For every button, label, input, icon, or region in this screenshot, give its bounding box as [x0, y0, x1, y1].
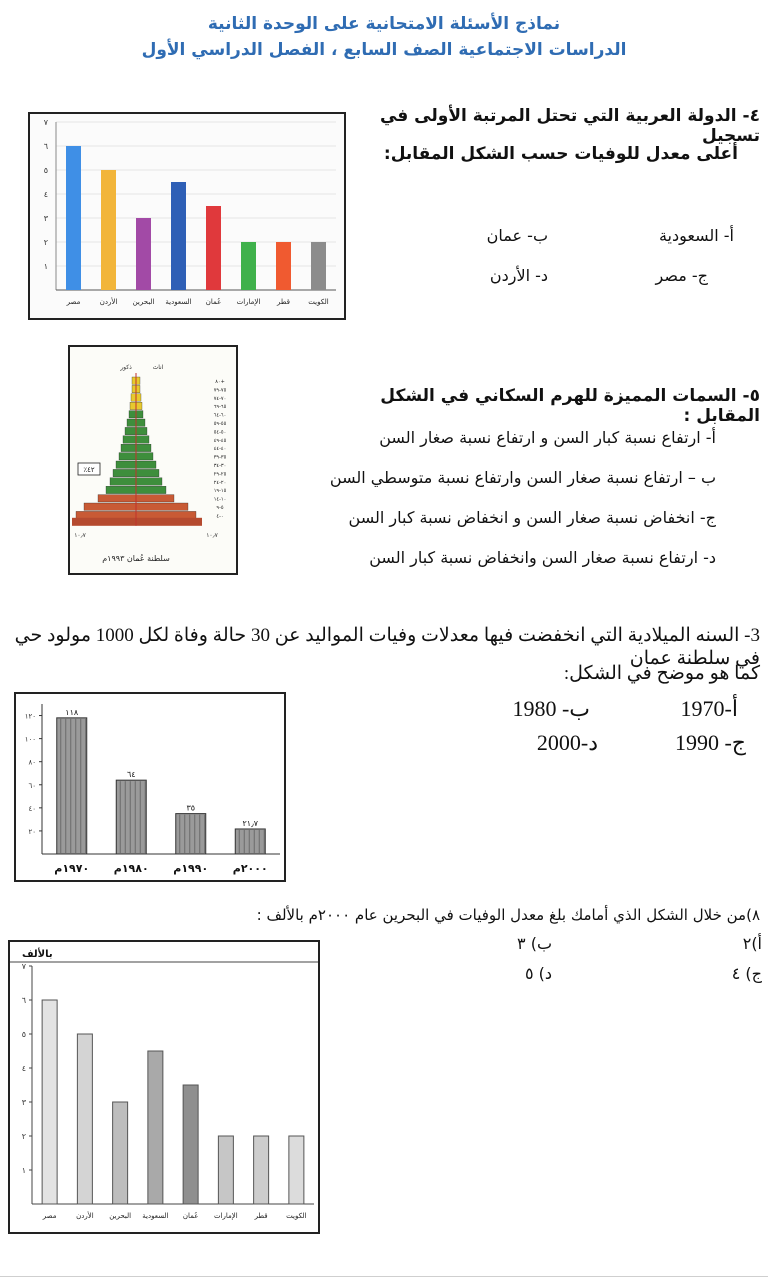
y-tick-label: ٣ — [43, 214, 48, 223]
y-tick-label: ٥ — [21, 1030, 26, 1039]
x-tick-label: الكويت — [308, 298, 329, 306]
age-group-label: ١٥-١٩ — [213, 488, 227, 495]
page-footer-divider — [0, 1276, 768, 1277]
pyramid-caption: سلطنة عُمان ١٩٩٣م — [102, 554, 170, 563]
question-3-title-cont: كما هو موضح في الشكل: — [563, 663, 760, 684]
female-label: اناث — [152, 364, 164, 371]
bar — [311, 242, 326, 290]
question-8-title: ٨)من خلال الشكل الذي أمامك بلغ معدل الوفيات في البحرين عام ٢٠٠٠م بالألف : — [256, 906, 760, 924]
x-tick-label: عُمان — [205, 298, 222, 306]
q8-option-c[interactable]: ج) ٤ — [731, 964, 762, 983]
population-pyramid-svg — [70, 347, 236, 573]
age-group-label: ٧٥-٧٩ — [213, 387, 227, 394]
age-group-label: ٨٠+ — [215, 379, 225, 385]
y-tick-label: ٧ — [21, 962, 26, 971]
q8-option-a[interactable]: أ)٢ — [742, 934, 762, 953]
y-tick-label: ١٠٠ — [24, 735, 36, 744]
x-tick-label: قطر — [254, 1212, 268, 1220]
x-tick-label: الكويت — [286, 1212, 307, 1220]
x-tick-label: البحرين — [132, 298, 155, 306]
death-rate-chart-color-svg — [30, 114, 344, 318]
x-tick-label: عُمان — [182, 1212, 199, 1220]
bottom-right-value: ١٠٫٧ — [206, 532, 218, 539]
y-tick-label: ٢ — [21, 1132, 26, 1141]
bar — [113, 1102, 128, 1204]
age-group-label: ٦٥-٦٩ — [213, 404, 227, 411]
y-tick-label: ٨٠ — [28, 758, 36, 767]
y-tick-label: ٧ — [43, 118, 48, 127]
bar — [289, 1136, 304, 1204]
infant-mortality-chart — [14, 692, 286, 882]
death-rate-chart-color — [28, 112, 346, 320]
bar — [77, 1034, 92, 1204]
bar — [241, 242, 256, 290]
q3-option-c[interactable]: ج- 1990 — [674, 730, 746, 755]
bar-value-label: ٦٤ — [126, 770, 136, 780]
y-tick-label: ٤٠ — [28, 804, 36, 813]
y-tick-label: ١٢٠ — [24, 712, 36, 721]
x-tick-label: السعودية — [165, 298, 192, 306]
bar — [218, 1136, 233, 1204]
bar — [42, 1000, 57, 1204]
y-tick-label: ٣ — [21, 1098, 26, 1107]
q5-option-c[interactable]: ج- انخفاض نسبة صغار السن و انخفاض نسبة كبار السن — [348, 508, 716, 527]
y-tick-label: ٦ — [21, 996, 26, 1005]
y-tick-label: ١ — [21, 1166, 26, 1175]
bar-value-label: ٣٥ — [186, 803, 196, 813]
x-tick-label: الأردن — [76, 1212, 94, 1220]
y-tick-label: ٥ — [43, 166, 48, 175]
x-tick-label: ١٩٩٠م — [173, 862, 209, 875]
age-group-label: ٥٠-٥٤ — [213, 429, 227, 436]
x-tick-label: مصر — [42, 1212, 57, 1220]
q5-option-d[interactable]: د- ارتفاع نسبة صغار السن وانخفاض نسبة كبار السن — [369, 548, 716, 567]
death-rate-chart-gray-svg — [10, 942, 318, 1232]
doc-title-line2: الدراسات الاجتماعية الصف السابع ، الفصل الدراسي الأول — [141, 40, 627, 60]
bar — [66, 146, 81, 290]
question-4-title-cont: أعلى معدل للوفيات حسب الشكل المقابل: — [383, 144, 738, 164]
y-tick-label: ٢ — [43, 238, 48, 247]
q8-option-d[interactable]: د) ٥ — [524, 964, 552, 983]
y-tick-label: ٤ — [21, 1064, 26, 1073]
unit-label: بالألف — [22, 949, 53, 960]
bar-value-label: ١١٨ — [65, 707, 79, 717]
age-group-label: ٤٠-٤٤ — [213, 446, 227, 453]
age-group-label: ٧٠-٧٤ — [213, 395, 227, 402]
bar — [171, 182, 186, 290]
x-tick-label: ١٩٧٠م — [54, 862, 90, 875]
q5-option-a[interactable]: أ- ارتفاع نسبة كبار السن و ارتفاع نسبة صغار السن — [379, 428, 716, 447]
bar — [136, 218, 151, 290]
male-label: ذكور — [120, 364, 132, 371]
x-tick-label: السعودية — [142, 1212, 169, 1220]
age-group-label: ٣٥-٣٩ — [213, 454, 227, 461]
bar-value-label: ٢١٫٧ — [242, 818, 258, 828]
age-group-label: ٠-٤ — [216, 513, 224, 520]
q5-option-b[interactable]: ب – ارتفاع نسبة صغار السن وارتفاع نسبة متوسطي السن — [329, 468, 716, 487]
pyramid-base — [72, 518, 202, 526]
q3-option-a[interactable]: أ-1970 — [680, 696, 738, 721]
age-group-label: ٣٠-٣٤ — [213, 463, 227, 469]
q4-option-a[interactable]: أ- السعودية — [658, 226, 734, 245]
bar — [276, 242, 291, 290]
x-tick-label: الإمارات — [214, 1212, 238, 1220]
x-tick-label: الأردن — [99, 298, 118, 306]
q3-option-b[interactable]: ب- 1980 — [512, 696, 590, 721]
highlight-percent: ٪٤٢ — [83, 466, 95, 474]
q3-option-d[interactable]: د-2000 — [536, 730, 598, 755]
y-tick-label: ١ — [43, 262, 48, 271]
age-group-label: ٤٥-٤٩ — [213, 437, 227, 444]
bar — [254, 1136, 269, 1204]
population-pyramid — [68, 345, 238, 575]
age-group-label: ٥٥-٥٩ — [213, 421, 227, 427]
bar — [101, 170, 116, 290]
death-rate-chart-gray — [8, 940, 320, 1234]
age-group-label: ٢٥-٢٩ — [213, 471, 227, 478]
y-tick-label: ٦ — [43, 142, 48, 151]
age-group-label: ١٠-١٤ — [213, 496, 227, 503]
q4-option-c[interactable]: ج- مصر — [655, 266, 708, 285]
age-group-label: ٢٠-٢٤ — [213, 479, 227, 486]
age-group-label: ٥-٩ — [216, 505, 224, 511]
question-3-title: 3- السنه الميلادية التي انخفضت فيها معدلات وفيات المواليد عن 30 حالة وفاة لكل 1000 مولود حي في سلطنة عمان — [14, 625, 760, 669]
age-group-label: ٦٠-٦٤ — [213, 412, 227, 419]
doc-title-line1: نماذج الأسئلة الامتحانية على الوحدة الثانية — [207, 14, 561, 34]
x-tick-label: ٢٠٠٠م — [232, 862, 268, 875]
question-4-title: ٤- الدولة العربية التي تحتل المرتبة الأولى في تسجيل — [379, 106, 760, 146]
x-tick-label: مصر — [66, 298, 81, 306]
q8-option-b[interactable]: ب) ٣ — [517, 934, 552, 953]
bar — [206, 206, 221, 290]
bar — [148, 1051, 163, 1204]
q4-option-d[interactable]: د- الأردن — [489, 266, 548, 285]
question-5-title: ٥- السمات المميزة للهرم السكاني في الشكل المقابل : — [380, 386, 760, 426]
x-tick-label: ١٩٨٠م — [113, 862, 149, 875]
x-tick-label: الإمارات — [236, 298, 261, 306]
y-tick-label: ٤ — [43, 190, 48, 199]
x-tick-label: قطر — [277, 298, 290, 306]
y-tick-label: ٢٠ — [28, 827, 36, 836]
bar — [183, 1085, 198, 1204]
infant-mortality-chart-svg — [16, 694, 284, 880]
bottom-left-value: ١٠٫٧ — [74, 532, 86, 539]
y-tick-label: ٦٠ — [28, 781, 36, 790]
x-tick-label: البحرين — [109, 1212, 132, 1220]
q4-option-b[interactable]: ب- عمان — [486, 226, 548, 245]
